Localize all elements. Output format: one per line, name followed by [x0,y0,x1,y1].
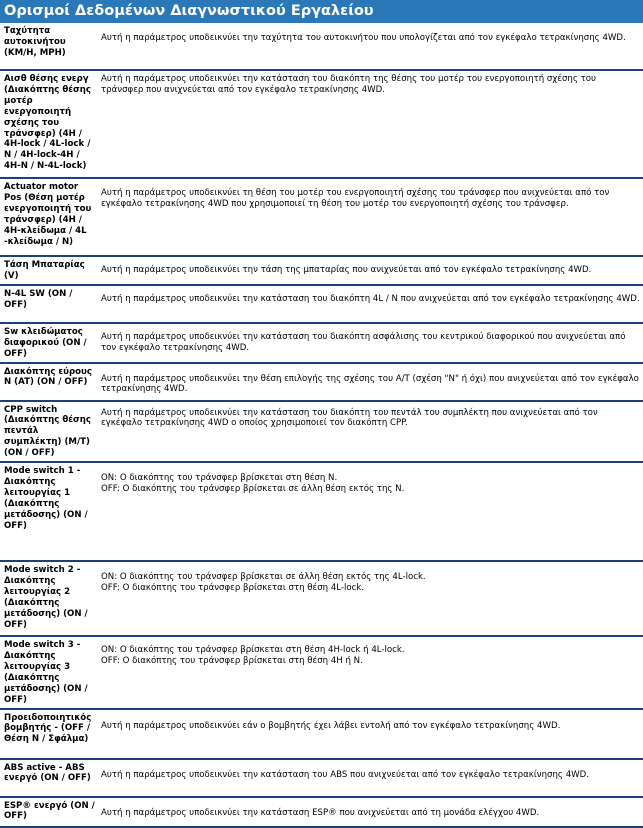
parameter-description [99,323,643,363]
table-row [0,256,643,285]
parameter-name: Mode switch 2 - Διακόπτης λειτουργίας 2 (Διακόπτης μετάδοσης) (ON / OFF) [0,561,99,636]
parameter-description [99,636,643,708]
description-text: Αυτή η παράμετρος υποδεικνύει την ταχύτητα του αυτοκινήτου που υπολογίζεται από τον εγκέφαλο τετρακίνησης 4WD. [101,33,626,43]
parameter-description [99,363,643,401]
parameter-description: Αυτή η παράμετρος υποδεικνύει την κατάσταση του διακόπτη της θέσης του μοτέρ του ενεργοποιητή σχέσης του τράνσφερ που ανιχνεύεται από τον εγκέφαλο τετρακίνησης 4WD. [99,70,643,178]
off-state-text: OFF: Ο διακόπτης του τράνσφερ βρίσκεται στη θέση 4H ή N. [101,655,363,666]
table-row [0,709,643,759]
table-row [0,178,643,256]
on-state-text: ON: Ο διακόπτης του τράνσφερ βρίσκεται στη θέση 4H-lock ή 4L-lock. [101,645,405,656]
parameter-name: ESP® ενεργό (ON / OFF) [0,797,99,827]
parameter-name: Προειδοποιητικός βομβητής - (OFF / Θέση N / Σφάλμα) [0,709,99,759]
parameter-description [99,178,643,256]
description-text: Αυτή η παράμετρος υποδεικνύει εάν ο βομβητής έχει λάβει εντολή από τον εγκέφαλο τετρακίνησης 4WD. [101,720,561,731]
parameter-name: Actuator motor Pos (Θέση μοτέρ ενεργοποιητή του τράνσφερ) (4H / 4H-κλείδωμα / 4L -κλείδωμα / N) [0,178,99,256]
table-row [0,285,643,323]
table-row [0,462,643,561]
description-text: Αυτή η παράμετρος υποδεικνύει την κατάσταση του διακόπτη 4L / N που ανιχνεύεται από τον εγκέφαλο τετρακίνησης 4WD. [101,293,640,304]
parameter-name: Mode switch 3 - Διακόπτης λειτουργίας 3 (Διακόπτης μετάδοσης) (ON / OFF) [0,636,99,708]
parameter-description [99,561,643,636]
table-row [0,70,643,178]
parameter-description [99,797,643,827]
description-text: Αυτή η παράμετρος υποδεικνύει την κατάσταση ESP® που ανιχνεύεται από τη μονάδα ελέγχου 4WD. [101,807,540,818]
table-row [0,363,643,401]
table-row [0,636,643,708]
parameter-name: CPP switch (Διακόπτης θέσης πεντάλ συμπλέκτη) (M/T) (ON / OFF) [0,401,99,463]
parameter-description [99,285,643,323]
parameter-name: ABS active - ABS ενεργό (ON / OFF) [0,759,99,797]
parameter-description [99,759,643,797]
on-state-text: ON: Ο διακόπτης του τράνσφερ βρίσκεται στη θέση N. [101,473,338,484]
parameter-name: Mode switch 1 - Διακόπτης λειτουργίας 1 (Διακόπτης μετάδοσης) (ON / OFF) [0,462,99,561]
description-text: Αυτή η παράμετρος υποδεικνύει την κατάσταση του διακόπτη του πεντάλ του συμπλέκτη που ανιχνεύεται από τον εγκέφαλο τετρακίνησης 4WD ο οποίος χρησιμοποιεί τον διακόπτη CPP. [101,407,598,429]
description-text: Αυτή η παράμετρος υποδεικνύει την θέση επιλογής της σχέσης του A/T (σχέση "N" ή όχι) που ανιχνεύεται από τον εγκέφαλο τετρακίνησης 4WD. [101,373,639,395]
description-text: Αυτή η παράμετρος υποδεικνύει την τάση της μπαταρίας που ανιχνεύεται από τον εγκέφαλο τετρακίνησης 4WD. [101,265,592,275]
off-state-text: OFF: Ο διακόπτης του τράνσφερ βρίσκεται σε άλλη θέση εκτός της N. [101,483,405,494]
parameter-name: Ταχύτητα αυτοκινήτου (KM/H, MPH) [0,23,99,70]
parameter-description [99,23,643,70]
description-text: Αυτή η παράμετρος υποδεικνύει τη θέση του μοτέρ του ενεργοποιητή σχέσης του τράνσφερ που ανιχνεύεται από τον εγκέφαλο τετρακίνησης 4WD που χρησιμοποιεί τη θέση του μοτέρ του ενεργοποιητή σχέσης του τράνσφερ. [101,188,610,209]
description-text: Αυτή η παράμετρος υποδεικνύει την κατάσταση του διακόπτη ασφάλισης του κεντρικού διαφορικού που ανιχνεύεται από τον εγκέφαλο τετρακίνησης 4WD. [101,331,626,353]
parameter-name: Sw κλειδώματος διαφορικού (ON / OFF) [0,323,99,363]
parameter-description [99,709,643,759]
page-title: Ορισμοί Δεδομένων Διαγνωστικού Εργαλείου [0,0,643,23]
parameter-name: Διακόπτης εύρους N (AT) (ON / OFF) [0,363,99,401]
parameter-name: N-4L SW (ON / OFF) [0,285,99,323]
definitions-table [0,23,643,828]
table-row [0,401,643,463]
parameter-description [99,256,643,285]
parameter-name: Τάση Μπαταρίας (V) [0,256,99,285]
table-row [0,323,643,363]
on-state-text: ON: Ο διακόπτης του τράνσφερ βρίσκεται σε άλλη θέση εκτός της 4L-lock. [101,572,426,583]
parameter-description [99,462,643,561]
parameter-name: Αισθ θέσης ενεργ (Διακόπτης θέσης μοτέρ ενεργοποιητή σχέσης του τράνσφερ) (4H / 4H-lock / 4L-lock / N / 4H-lock-4H / 4H-N / N-4L-lock) [0,70,99,178]
parameter-description [99,401,643,463]
table-row [0,561,643,636]
table-row [0,759,643,797]
description-text: Αυτή η παράμετρος υποδεικνύει την κατάσταση του ABS που ανιχνεύεται από τον εγκέφαλο τετρακίνησης 4WD. [101,769,590,780]
table-row [0,23,643,70]
off-state-text: OFF: Ο διακόπτης του τράνσφερ βρίσκεται στη θέση 4L-lock. [101,582,365,593]
table-row [0,797,643,827]
